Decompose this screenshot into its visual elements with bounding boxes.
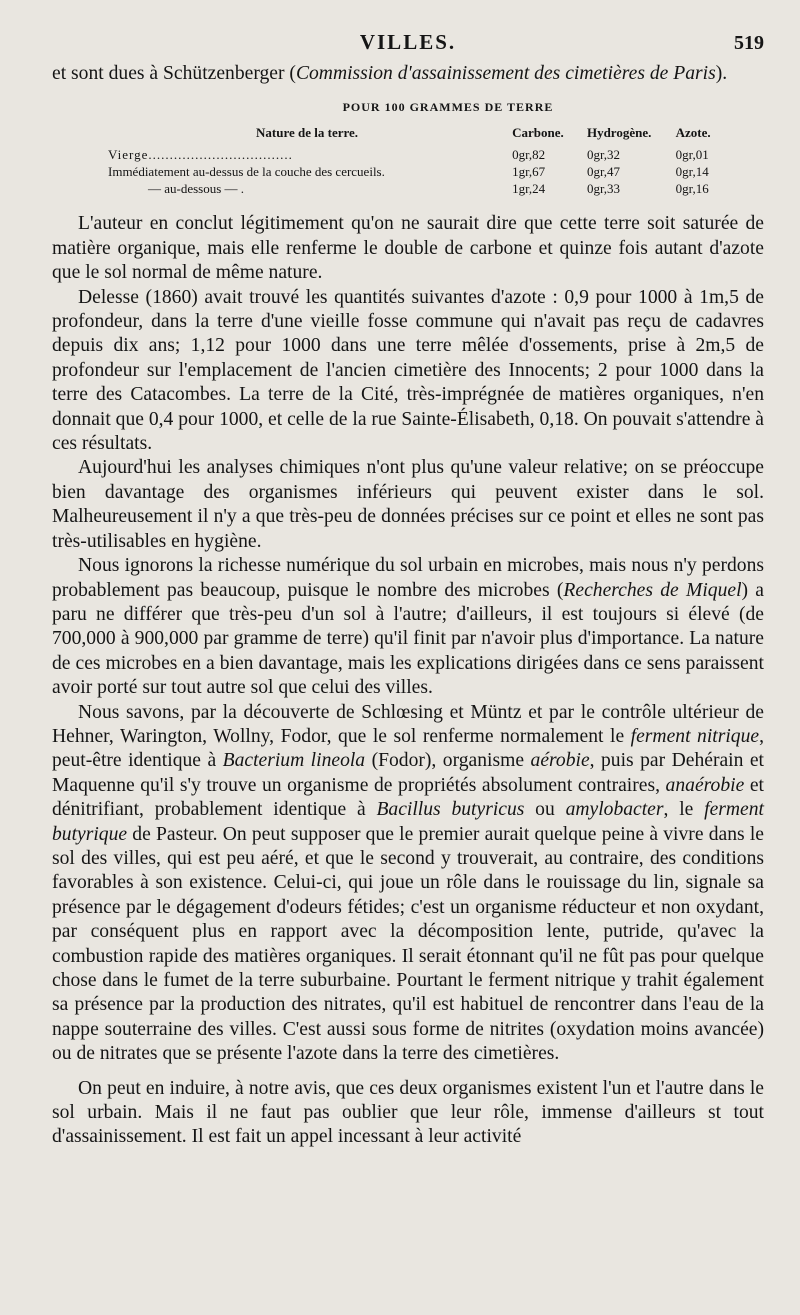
table-caption: POUR 100 GRAMMES DE TERRE — [342, 100, 554, 115]
paragraph-delesse: Delesse (1860) avait trouvé les quantités suivantes d'azote : 0,9 pour 1000 à 1m,5 de profondeur, dans la terre d'une vieille fosse commune qui n'avait pas reçu de cadavres depuis dix ans; 1,12 pour 1000 dans une terre mêlée d'ossements, prise à 2m,5 de profondeur sur l'emplacement de l'ancien cimetière des Innocents; 2 pour 1000 dans la terre des Catacombes. La terre de la Cité, très-imprégnée de matières organiques, n'en donnait que 0,4 pour 1000, et celle de la rue Sainte-Élisabeth, 0,18. On pouvait s'attendre à ces résultats. — [52, 286, 764, 455]
row-label: Vierge.................................. — [108, 147, 293, 163]
cell-azote: 0gr,14 — [675, 164, 709, 180]
table-header-row — [108, 125, 748, 147]
paragraph-microbes: Nous ignorons la richesse numérique du sol urbain en microbes, mais nous n'y perdons probablement pas beaucoup, puisque le nombre des microbes (Recherches de Miquel) a paru ne différer que très-peu d'un sol à l'autre; d'ailleurs, il est toujours si élevé (de 700,000 à 900,000 par gramme de terre) qu'il finit par n'avoir plus d'importance. La nature de ces microbes en a bien davantage, mais les explications dirigées dans ce sens paraissent avoir porté sur tout autre sol que celui des villes. — [52, 555, 765, 699]
running-header — [52, 28, 764, 62]
page-number: 519 — [734, 32, 764, 54]
col-header-carbone: Carbone. — [512, 125, 564, 141]
table-row — [108, 164, 748, 181]
intro-line: et sont dues à Schützenberger (Commission d'assainissement des cimetières de Paris). — [52, 63, 728, 84]
cell-hydrogene: 0gr,32 — [586, 147, 621, 163]
composition-table — [108, 125, 748, 198]
row-label: Immédiatement au-dessus de la couche des cercueils. — [108, 164, 385, 180]
paragraph-ferments: Nous savons, par la découverte de Schlœsing et Müntz et par le contrôle ultérieur de Hehner, Warington, Wollny, Fodor, que le sol renferme normalement le ferment nitrique, peut-être identique à Bacterium lineola (Fodor), organisme aérobie, puis par Dehérain et Maquenne qu'il s'y trouve un organisme de propriétés absolument contraires, anaérobie et dénitrifiant, probablement identique à Bacillus butyricus ou amylobacter, le ferment butyrique de Pasteur. On peut supposer que le premier aurait quelque peine à vivre dans le sol des villes, qui est peu aéré, et que le second y trouverait, au contraire, des conditions favorables à son existence. Celui-ci, qui joue un rôle dans le rouissage du lin, signale sa présence par le dégagement d'odeurs fétides; c'est un organisme réducteur et non oxydant, par conséquent plus en rapport avec la décomposition lente, putride, qu'avec la combustion rapide des matières organiques. Il serait étonnant qu'il ne fût pas pour quelque chose dans le fumet de la terre suburbaine. Pourtant le ferment nitrique y trahit également sa présence par la production des nitrates, qu'il est habituel de rencontrer dans l'eau de la nappe souterraine des villes. C'est aussi sous forme de nitrites (oxydation moins avancée) ou de nitrates que se présente l'azote dans la terre des cimetières. — [52, 701, 764, 1065]
cell-azote: 0gr,16 — [675, 181, 709, 197]
col-header-azote: Azote. — [675, 125, 711, 141]
col-header-hydrogene: Hydrogène. — [586, 125, 652, 141]
cell-hydrogene: 0gr,33 — [586, 181, 621, 197]
row-label: — au-dessous — . — [148, 181, 245, 197]
cell-carbone: 0gr,82 — [512, 147, 546, 163]
running-title: VILLES. — [359, 30, 457, 54]
table-row — [108, 181, 748, 198]
composition-table-block — [108, 100, 748, 198]
cell-carbone: 1gr,24 — [512, 181, 546, 197]
cell-hydrogene: 0gr,47 — [586, 164, 621, 180]
cell-azote: 0gr,01 — [675, 147, 709, 163]
col-header-nature: Nature de la terre. — [256, 125, 359, 141]
paragraph-conclusion: L'auteur en conclut légitimement qu'on ne saurait dire que cette terre soit saturée de matière organique, mais elle renferme le double de carbone et quinze fois autant d'azote que le sol normal de même nature. — [52, 213, 764, 284]
paragraph-induction: On peut en induire, à notre avis, que ces deux organismes existent l'un et l'autre dans le sol urbain. Mais il ne faut pas oublier que leur rôle, immense d'ailleurs st tout d'assainissement. Il est fait un appel incessant à leur activité — [52, 1077, 764, 1148]
table-row — [108, 147, 748, 164]
cell-carbone: 1gr,67 — [512, 164, 546, 180]
citation: Commission d'assainissement des cimetières de Paris — [295, 63, 716, 84]
paragraph-analyses: Aujourd'hui les analyses chimiques n'ont plus qu'une valeur relative; on se préoccupe bien davantage des organismes inférieurs qui peuvent exister dans le sol. Malheureusement il n'y a que très-peu de données précises sur ce point et elles ne sont pas très-utilisables en hygiène. — [52, 457, 764, 552]
